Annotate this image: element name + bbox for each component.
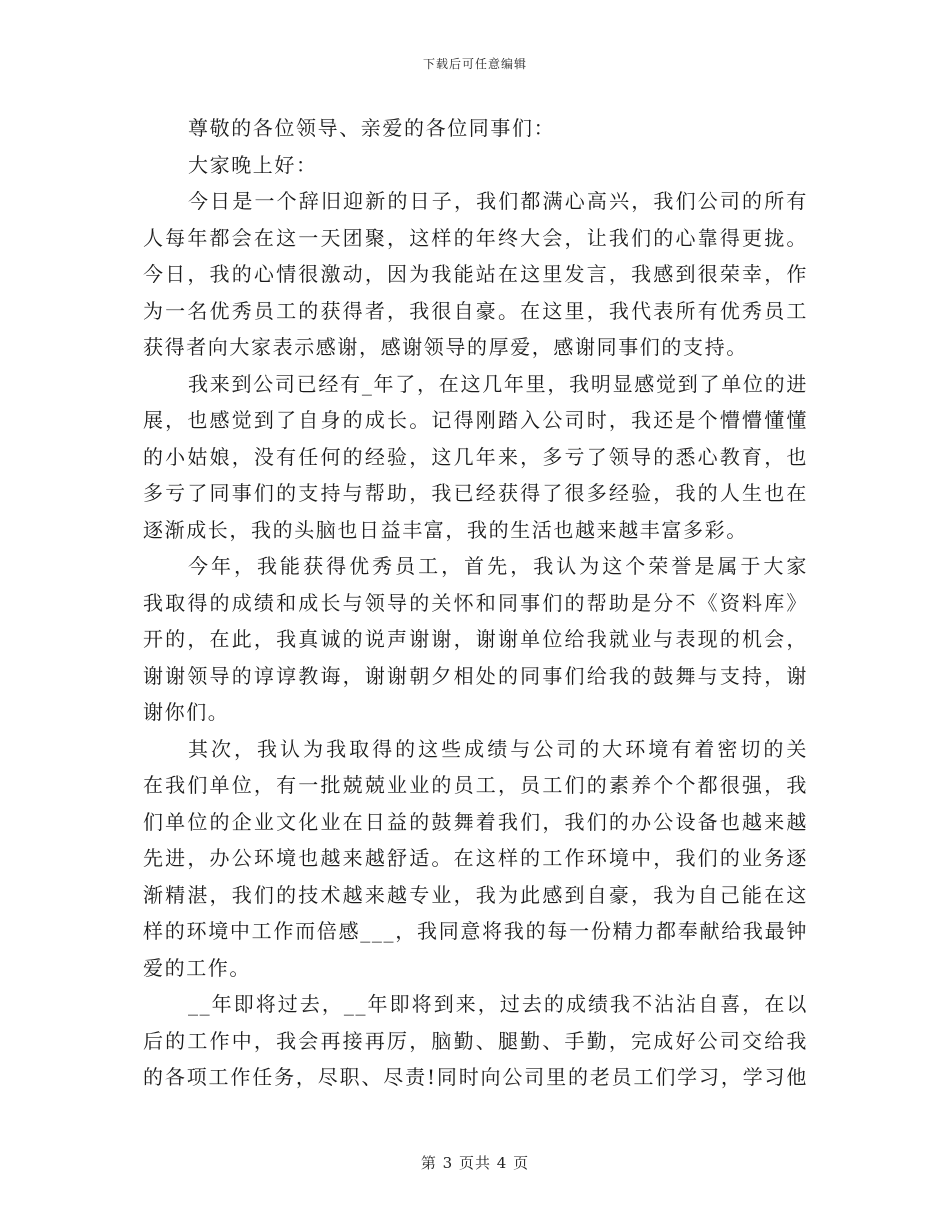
body-line: 我来到公司已经有_年了，在这几年里，我明显感觉到了单位的进 [188,371,808,396]
body-line: 尊敬的各位领导、亲爱的各位同事们： [188,116,556,140]
body-line: 今日，我的心情很激动，因为我能站在这里发言，我感到很荣幸，作 [143,262,808,286]
body-line: 爱的工作。 [143,955,251,980]
body-line: 今年，我能获得优秀员工，首先，我认为这个荣誉是属于大家 [188,554,808,578]
speech-body [143,110,808,1096]
body-line: __年即将过去，__年即将到来，过去的成绩我不沾沾自喜，在以 [188,992,808,1016]
body-line: 逐渐成长，我的头脑也日益丰富，我的生活也越来越丰富多彩。 [143,517,748,542]
body-line: 今日是一个辞旧迎新的日子，我们都满心高兴，我们公司的所有 [188,189,808,213]
body-line: 样的环境中工作而倍感___，我同意将我的每一份精力都奉献给我最钟 [143,919,808,943]
body-line: 谢你们。 [143,700,230,724]
body-line: 其次，我认为我取得的这些成绩与公司的大环境有着密切的关 [188,736,808,761]
body-line: 大家晚上好： [188,152,318,177]
body-line: 多亏了同事们的支持与帮助，我已经获得了很多经验，我的人生也在 [143,481,808,505]
body-line: 在我们单位，有一批兢兢业业的员工，员工们的素养个个都很强，我 [143,773,808,797]
page-header-note: 下载后可任意编辑 [422,57,527,71]
body-line: 先进，办公环境也越来越舒适。在这样的工作环境中，我们的业务逐 [143,846,808,870]
body-line: 人每年都会在这一天团聚，这样的年终大会，让我们的心靠得更拢。 [143,225,808,250]
body-line: 我取得的成绩和成长与领导的关怀和同事们的帮助是分不《资料库》 [143,590,808,615]
body-line: 谢谢领导的谆谆教诲，谢谢朝夕相处的同事们给我的鼓舞与支持，谢 [143,663,808,688]
body-line: 获得者向大家表示感谢，感谢领导的厚爱，感谢同事们的支持。 [143,335,748,359]
body-line: 的各项工作任务，尽职、尽责!同时向公司里的老员工们学习，学习他 [143,1065,808,1089]
body-line: 展，也感觉到了自身的成长。记得刚踏入公司时，我还是个懵懵懂懂 [143,408,808,432]
body-line: 为一名优秀员工的获得者，我很自豪。在这里，我代表所有优秀员工 [143,298,808,323]
body-line: 开的，在此，我真诚的说声谢谢，谢谢单位给我就业与表现的机会， [143,627,808,651]
body-line: 渐精湛，我们的技术越来越专业，我为此感到自豪，我为自己能在这 [143,882,808,907]
body-line: 后的工作中，我会再接再厉，脑勤、腿勤、手勤，完成好公司交给我 [143,1028,808,1053]
body-line: 的小姑娘，没有任何的经验，这几年来，多亏了领导的悉心教育，也 [143,444,808,469]
page-number: 第 3 页共 4 页 [420,1154,530,1172]
body-line: 们单位的企业文化业在日益的鼓舞着我们，我们的办公设备也越来越 [143,809,808,834]
